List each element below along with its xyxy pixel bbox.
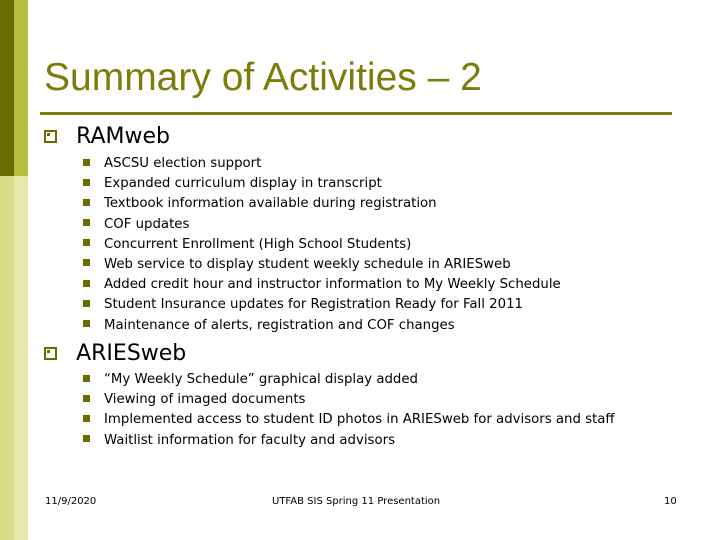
list-item-text: Textbook information available during registration — [104, 196, 437, 212]
list-item-text: Maintenance of alerts, registration and COF changes — [104, 317, 455, 333]
left-accent-bar-bottom — [0, 176, 28, 540]
section-heading: ARIESweb — [76, 341, 187, 366]
footer-presentation-title: UTFAB SIS Spring 11 Presentation — [272, 496, 441, 507]
list-item-text: Concurrent Enrollment (High School Students) — [104, 236, 412, 252]
title-divider — [40, 112, 672, 115]
square-bullet-icon — [83, 179, 90, 186]
list-item-text: “My Weekly Schedule” graphical display added — [104, 372, 418, 387]
square-bullet-icon — [44, 130, 57, 143]
list-item — [83, 215, 561, 235]
section-ariesweb — [44, 341, 186, 366]
left-accent-bar-top — [0, 0, 28, 176]
square-bullet-icon — [83, 280, 90, 287]
section-ramweb — [44, 124, 170, 149]
list-item-text: Web service to display student weekly schedule in ARIESweb — [104, 256, 511, 272]
list-item — [83, 410, 615, 430]
square-bullet-icon — [83, 395, 90, 402]
page-number: 10 — [664, 496, 677, 507]
square-bullet-icon — [83, 239, 90, 246]
list-item-text: Student Insurance updates for Registration Ready for Fall 2011 — [104, 297, 524, 313]
list-item — [83, 174, 561, 194]
square-bullet-icon — [83, 415, 90, 422]
square-bullet-icon — [83, 375, 90, 382]
section-heading: RAMweb — [76, 124, 171, 149]
ariesweb-list — [83, 370, 615, 451]
square-bullet-icon — [44, 347, 57, 360]
list-item-text: ASCSU election support — [104, 156, 262, 171]
square-bullet-icon — [83, 300, 90, 307]
list-item-text: Added credit hour and instructor information to My Weekly Schedule — [104, 277, 561, 293]
list-item — [83, 154, 561, 174]
square-bullet-icon — [83, 259, 90, 266]
square-bullet-icon — [83, 219, 90, 226]
list-item-text: Expanded curriculum display in transcript — [104, 176, 382, 192]
footer-date: 11/9/2020 — [45, 496, 97, 507]
list-item — [83, 255, 561, 275]
list-item-text: Implemented access to student ID photos in ARIESweb for advisors and staff — [104, 412, 615, 428]
list-item — [83, 295, 561, 315]
square-bullet-icon — [83, 435, 90, 442]
slide-title: Summary of Activities – 2 — [44, 56, 482, 99]
list-item — [83, 316, 561, 336]
list-item-text: Waitlist information for faculty and advisors — [104, 432, 396, 448]
list-item — [83, 370, 615, 390]
list-item — [83, 390, 615, 410]
list-item — [83, 235, 561, 255]
list-item — [83, 194, 561, 214]
list-item — [83, 275, 561, 295]
square-bullet-icon — [83, 159, 90, 166]
ramweb-list — [83, 154, 561, 336]
square-bullet-icon — [83, 320, 90, 327]
list-item-text: COF updates — [104, 216, 190, 232]
list-item-text: Viewing of imaged documents — [104, 392, 306, 408]
list-item — [83, 431, 615, 451]
square-bullet-icon — [83, 199, 90, 206]
